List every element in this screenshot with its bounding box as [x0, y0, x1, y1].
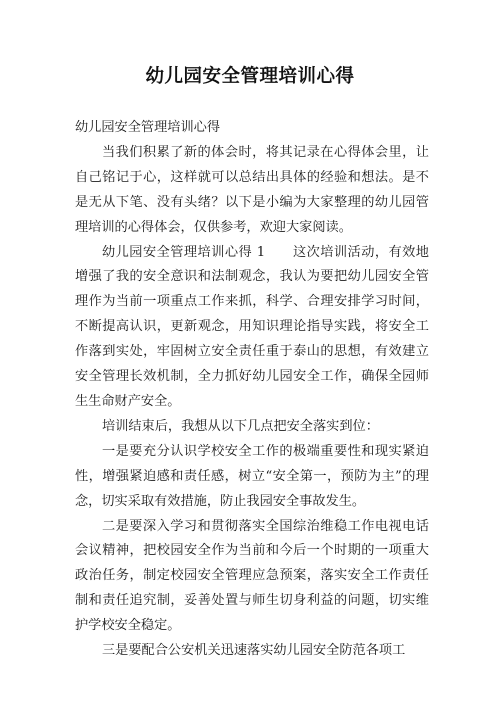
paragraph-1: 幼儿园安全管理培训心得 1 这次培训活动，有效地增强了我的安全意识和法制观念，我认为要把幼儿园安全管理作为当前一项重点工作来抓，科学、合理安排学习时间，不断提高认识，更新观念，用知识理论指导实践，将安全工作落到实处，牢固树立安全责任重于泰山的思想，有效建立安全管理长效机制，全力抓好幼儿园安全工作，确保全园师生生命财产安全。 [75, 244, 429, 409]
subheading: 幼儿园安全管理培训心得 [75, 120, 221, 135]
document-body [75, 116, 429, 664]
paragraph-intro: 当我们积累了新的体会时，将其记录在心得体会里，让自己铭记于心，这样就可以总结出具体的经验和想法。是不是无从下笔、没有头绪？以下是小编为大家整理的幼儿园管理培训的心得体会，仅供参考，欢迎大家阅读。 [75, 144, 429, 235]
document-title: 幼儿园安全管理培训心得 [145, 66, 355, 87]
paragraph-5: 三是要配合公安机关迅速落实幼儿园安全防范各项工 [102, 643, 406, 659]
paragraph-2: 培训结束后，我想从以下几点把安全落实到位： [102, 418, 379, 434]
paragraph-3: 一是要充分认识学校安全工作的极端重要性和现实紧迫性，增强紧迫感和责任感，树立“安全第一，预防为主”的理念，切实采取有效措施，防止我园安全事故发生。 [75, 443, 429, 509]
paragraph-4: 二是要深入学习和贯彻落实全国综治维稳工作电视电话会议精神，把校园安全作为当前和今后一个时期的一项重大政治任务，制定校园安全管理应急预案，落实安全工作责任制和责任追究制，妥善处置与师生切身利益的问题，切实维护学校安全稳定。 [75, 518, 429, 634]
